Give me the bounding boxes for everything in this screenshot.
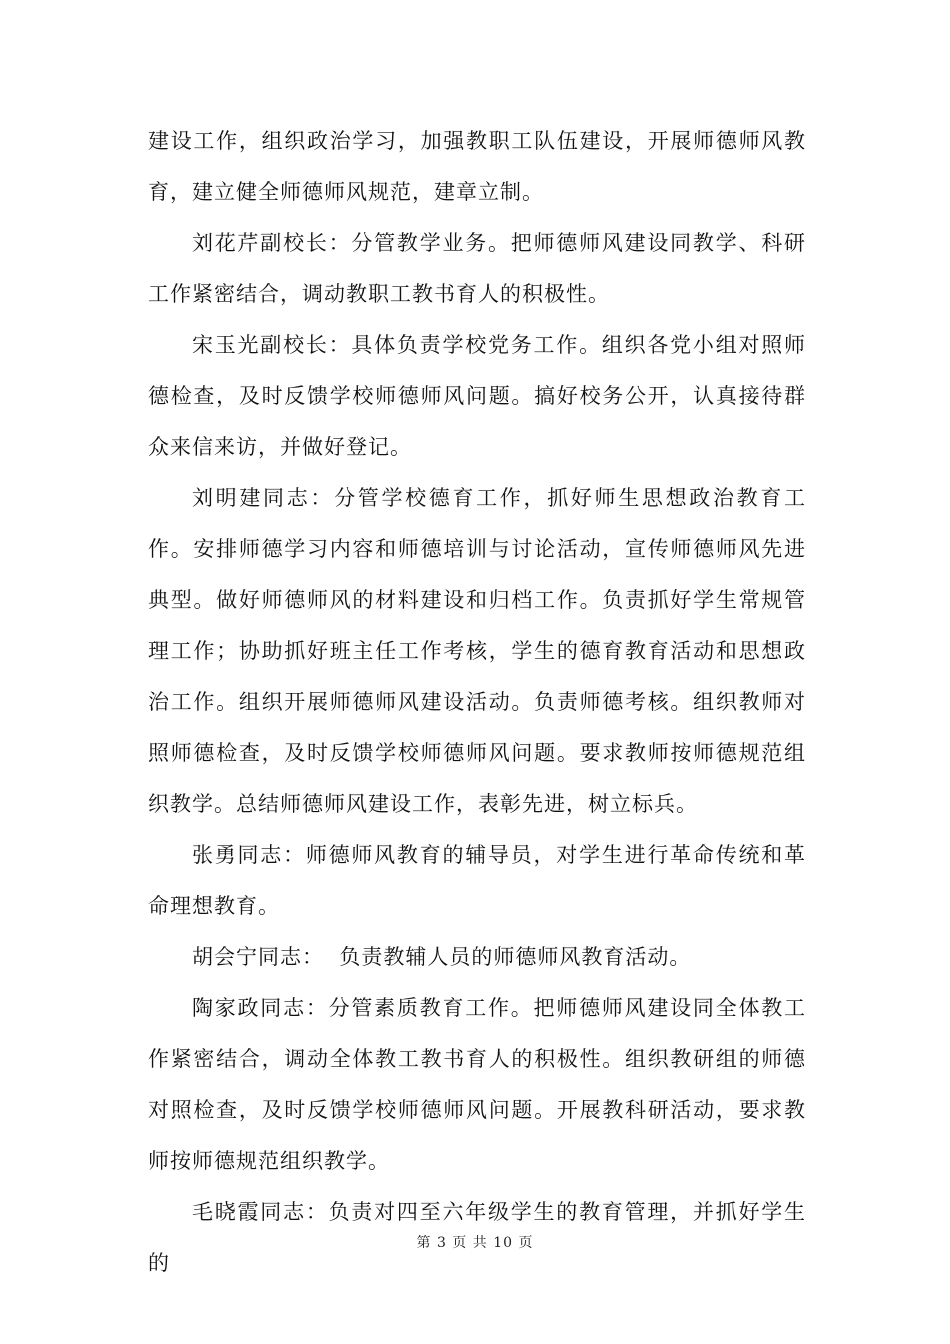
- paragraph: 毛晓霞同志：负责对四至六年级学生的教育管理，并抓好学生的: [148, 1200, 806, 1275]
- paragraph: 张勇同志：师德师风教育的辅导员，对学生进行革命传统和革命理想教育。: [148, 843, 806, 918]
- paragraph: 陶家政同志：分管素质教育工作。把师德师风建设同全体教工作紧密结合，调动全体教工教书育人的积极性。组织教研组的师德对照检查，及时反馈学校师德师风问题。开展教科研活动，要求教师按师德规范组织教学。: [148, 996, 806, 1173]
- paragraph: 胡会宁同志： 负责教辅人员的师德师风教育活动。: [192, 945, 692, 969]
- page-number-footer: 第 3 页 共 10 页: [416, 1235, 534, 1251]
- paragraph: 建设工作，组织政治学习，加强教职工队伍建设，开展师德师风教育，建立健全师德师风规范，建章立制。: [148, 129, 806, 204]
- paragraph: 宋玉光副校长：具体负责学校党务工作。组织各党小组对照师德检查，及时反馈学校师德师风问题。搞好校务公开，认真接待群众来信来访，并做好登记。: [148, 333, 806, 459]
- paragraph: 刘花芹副校长：分管教学业务。把师德师风建设同教学、科研工作紧密结合，调动教职工教书育人的积极性。: [148, 231, 806, 306]
- paragraph: 刘明建同志：分管学校德育工作，抓好师生思想政治教育工作。安排师德学习内容和师德培训与讨论活动，宣传师德师风先进典型。做好师德师风的材料建设和归档工作。负责抓好学生常规管理工作；协助抓好班主任工作考核，学生的德育教育活动和思想政治工作。组织开展师德师风建设活动。负责师德考核。组织教师对照师德检查，及时反馈学校师德师风问题。要求教师按师德规范组织教学。总结师德师风建设工作，表彰先进，树立标兵。: [148, 486, 806, 816]
- document-body: [148, 116, 806, 1289]
